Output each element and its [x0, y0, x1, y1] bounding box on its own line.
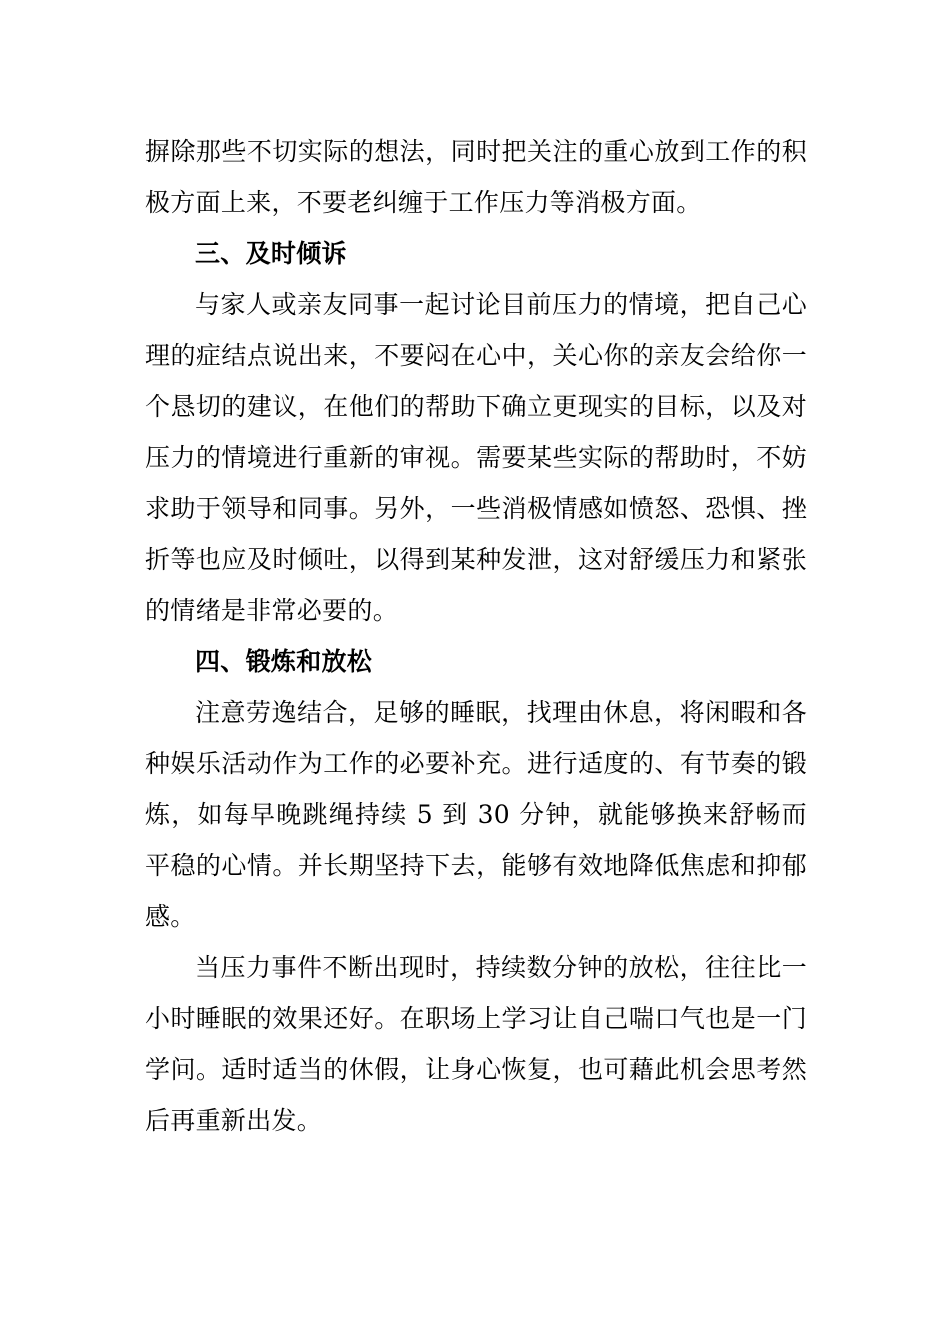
paragraph-confide: 与家人或亲友同事一起讨论目前压力的情境，把自己心理的症结点说出来，不要闷在心中，关心你的亲友会给你一个恳切的建议，在他们的帮助下确立更现实的目标，以及对压力的情境进行重新的审视。需要某些实际的帮助时，不妨求助于领导和同事。另外，一些消极情感如愤怒、恐惧、挫折等也应及时倾吐，以得到某种发泄，这对舒缓压力和紧张的情绪是非常必要的。 — [145, 290, 807, 625]
paragraph-continued: 摒除那些不切实际的想法，同时把关注的重心放到工作的积极方面上来，不要老纠缠于工作压力等消极方面。 — [145, 137, 807, 217]
paragraph-exercise: 注意劳逸结合，足够的睡眠，找理由休息，将闲暇和各种娱乐活动作为工作的必要补充。进行适度的、有节奏的锻炼，如每早晚跳绳持续 5 到 30 分钟，就能够换来舒畅而平稳的心情。并长期坚持下去，能够有效地降低焦虑和抑郁感。 — [145, 698, 807, 931]
section-heading-4: 四、锻炼和放松 — [195, 647, 373, 676]
document-page — [145, 126, 807, 1146]
paragraph-relax: 当压力事件不断出现时，持续数分钟的放松，往往比一小时睡眠的效果还好。在职场上学习让自己喘口气也是一门学问。适时适当的休假，让身心恢复，也可藉此机会思考然后再重新出发。 — [145, 953, 807, 1135]
section-heading-3: 三、及时倾诉 — [195, 239, 347, 268]
